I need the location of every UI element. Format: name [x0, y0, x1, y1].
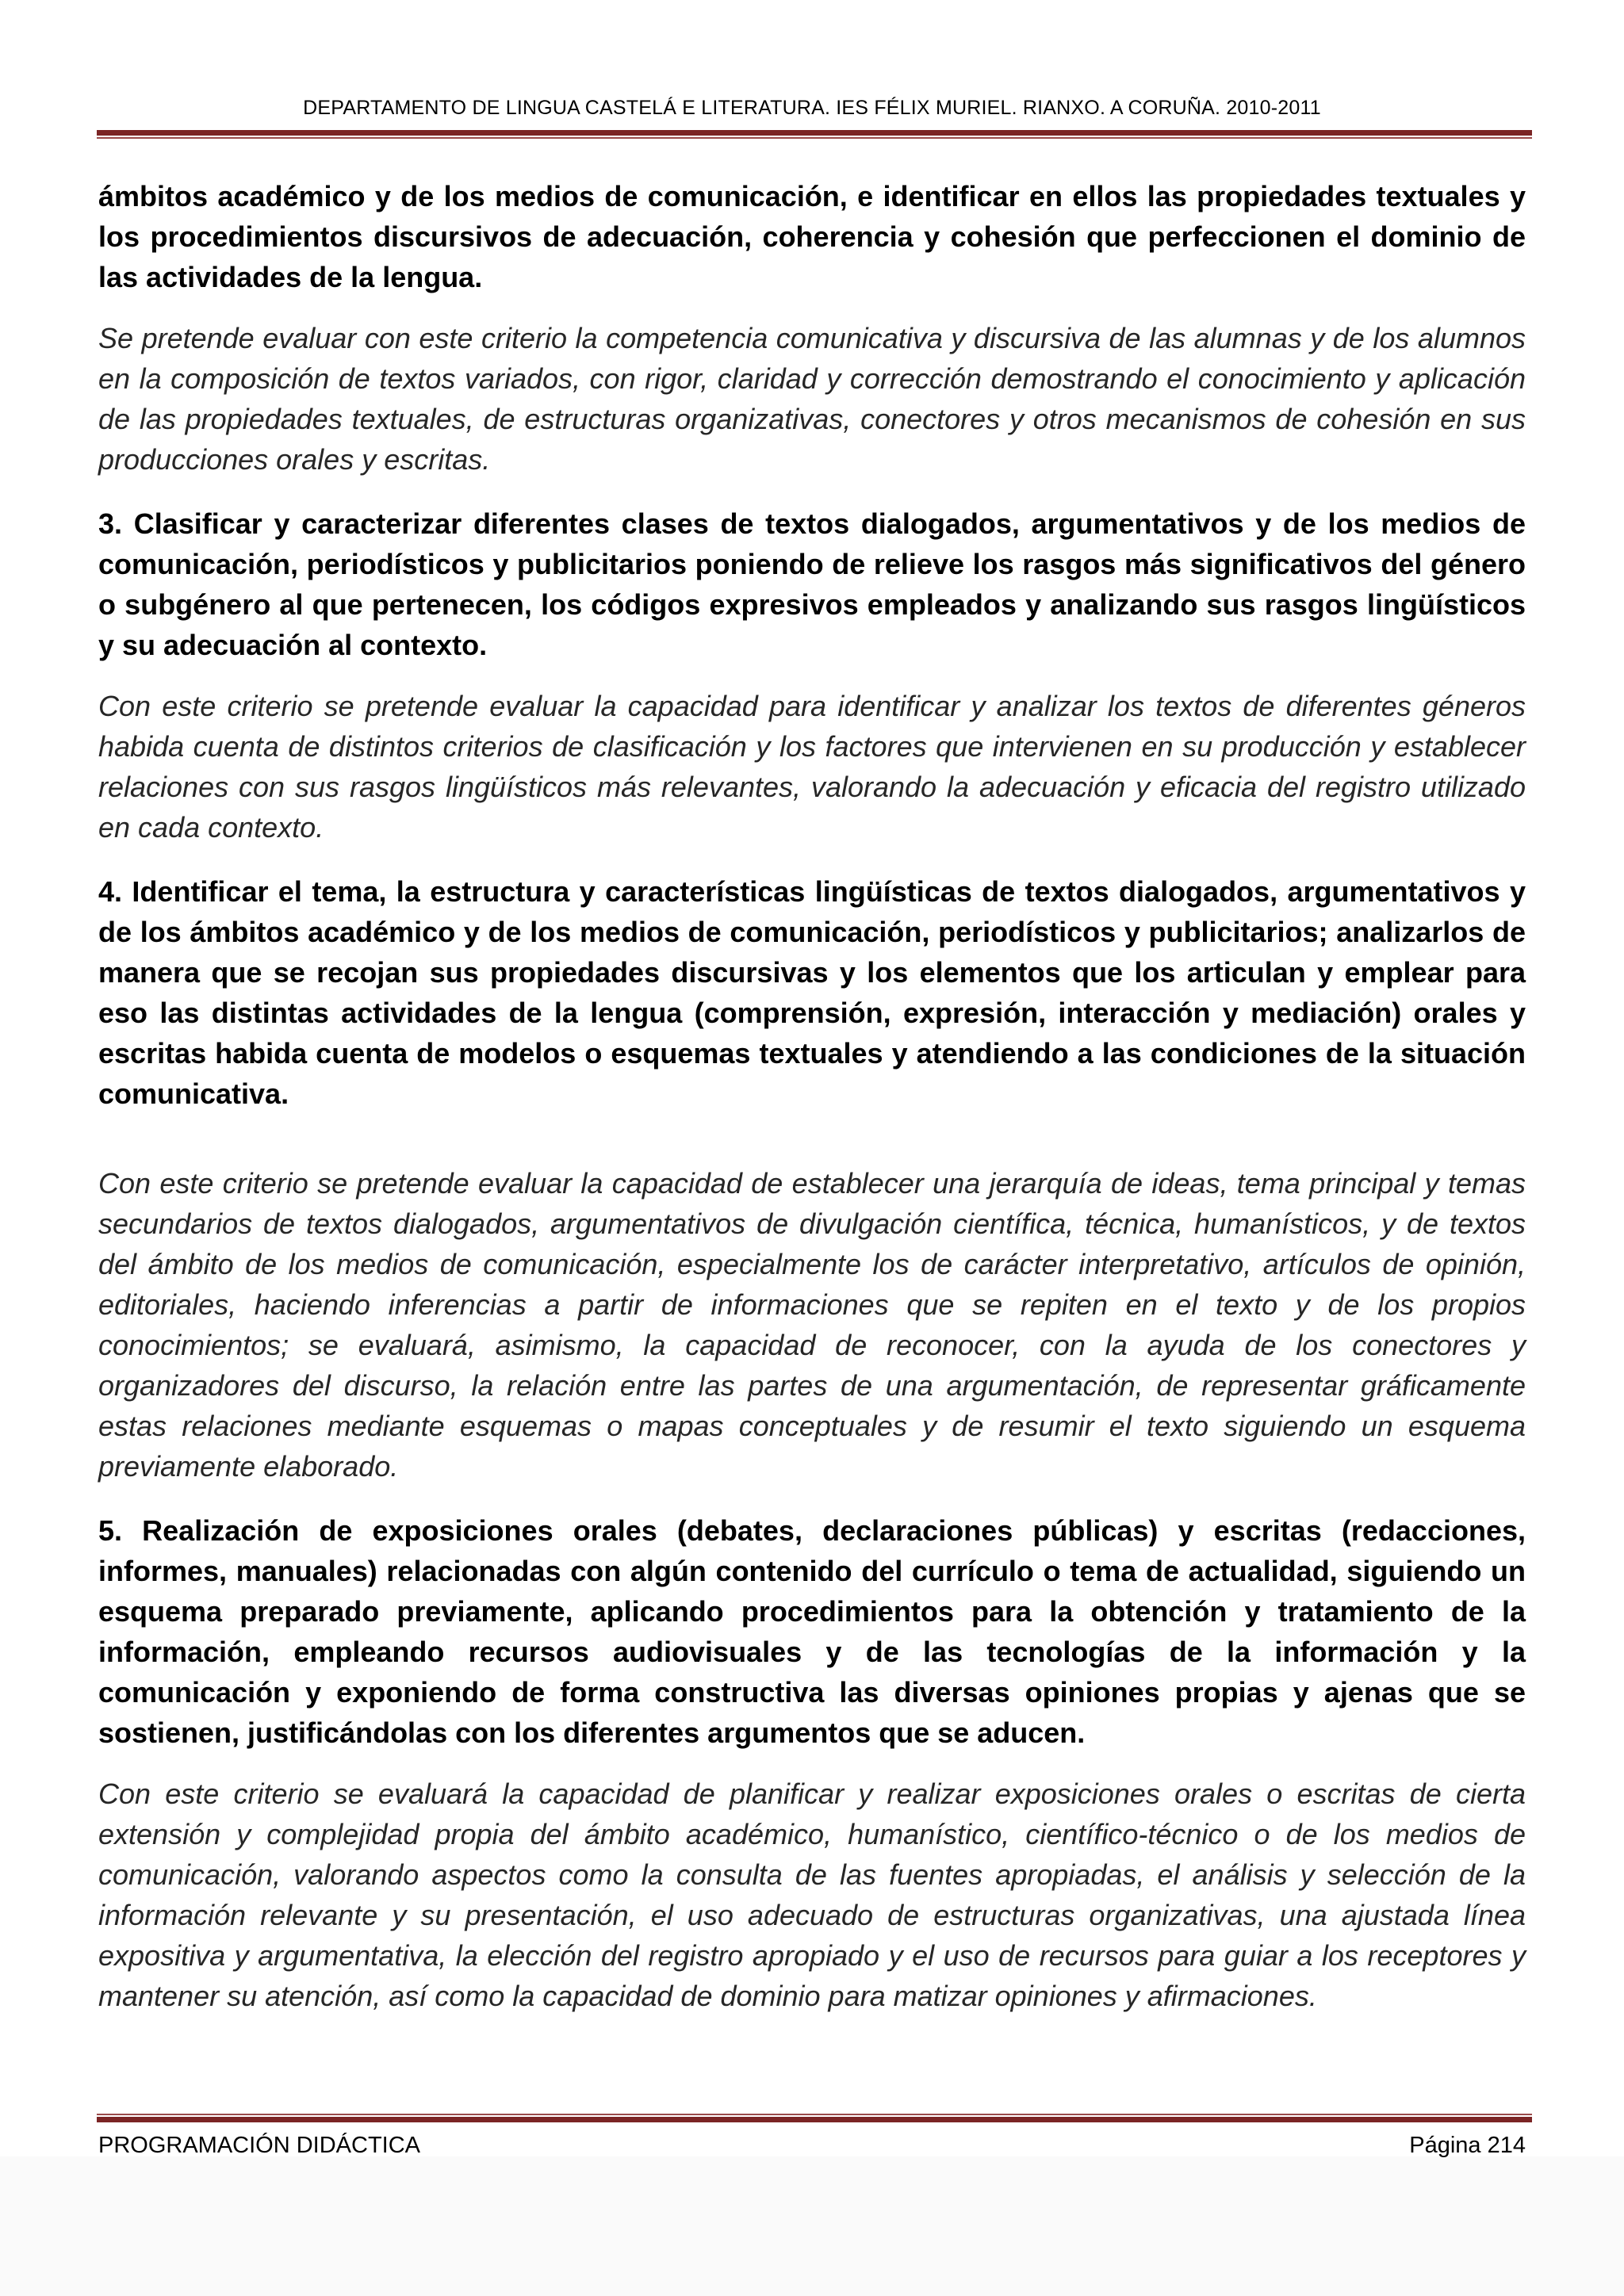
criterion-4-description: Con este criterio se pretende evaluar la capacidad de establecer una jerarquía de ideas, tema principal y temas secundarios de textos dialogados, argumentativos de divulgación científica, técnica, humanísticos, y de textos del ámbito de los medios de comunicación, especialmente los de carácter interpretativo, artículos de opinión, editoriales, haciendo inferencias a partir de informaciones que se repiten en el texto y de los propios conocimientos; se evaluará, asimismo, la capacidad de reconocer, con la ayuda de los conectores y organizadores del discurso, la relación entre las partes de una argumentación, de representar gráficamente estas relaciones mediante esquemas o mapas conceptuales y de resumir el texto siguiendo un esquema previamente elaborado.	[98, 1167, 1526, 1483]
criterion-5: 5. Realización de exposiciones orales (debates, declaraciones públicas) y escritas (redacciones, informes, manuales) relacionadas con algún contenido del currículo o tema de actualidad, siguiendo un esquema preparado previamente, aplicando procedimientos para la obtención y tratamiento de la información, empleando recursos audiovisuales y de las tecnologías de la información y la comunicación y exponiendo de forma constructiva las diversas opiniones propias y ajenas que se sostienen, justificándolas con los diferentes argumentos que se aducen.	[98, 1514, 1526, 1749]
criterion-2-continuation: ámbitos académico y de los medios de comunicación, e identificar en ellos las propiedades textuales y los procedimientos discursivos de adecuación, coherencia y cohesión que perfeccionen el dominio de las actividades de la lengua.	[98, 180, 1526, 293]
criterion-5-description: Con este criterio se evaluará la capacidad de planificar y realizar exposiciones orales o escritas de cierta extensión y complejidad propia del ámbito académico, humanístico, científico-técnico o de los medios de comunicación, valorando aspectos como la consulta de las fuentes apropiadas, el análisis y selección de la información relevante y su presentación, el uso adecuado de estructuras organizativas, una ajustada línea expositiva y argumentativa, la elección del registro apropiado y el uso de recursos para guiar a los receptores y mantener su atención, así como la capacidad de dominio para matizar opiniones y afirmaciones.	[98, 1777, 1526, 2012]
page-header: DEPARTAMENTO DE LINGUA CASTELÁ E LITERATURA. IES FÉLIX MURIEL. RIANXO. A CORUÑA. 2010-2011	[303, 97, 1321, 119]
page-number: Página 214	[1409, 2133, 1526, 2158]
header-rule	[97, 130, 1532, 139]
footer-title: PROGRAMACIÓN DIDÁCTICA	[98, 2133, 421, 2158]
criterion-3-description: Con este criterio se pretende evaluar la capacidad para identificar y analizar los textos de diferentes géneros habida cuenta de distintos criterios de clasificación y los factores que intervienen en su producción y establecer relaciones con sus rasgos lingüísticos más relevantes, valorando la adecuación y eficacia del registro utilizado en cada contexto.	[98, 690, 1526, 844]
page-bottom-tint	[0, 2156, 1624, 2296]
footer-rule	[97, 2114, 1532, 2122]
document-body	[98, 176, 1526, 2016]
criterion-4: 4. Identificar el tema, la estructura y características lingüísticas de textos dialogados, argumentativos y de los ámbitos académico y de los medios de comunicación, periodísticos y publicitarios; analizarlos de manera que se recojan sus propiedades discursivas y los elementos que los articulan y emplear para eso las distintas actividades de la lengua (comprensión, expresión, interacción y mediación) orales y escritas habida cuenta de modelos o esquemas textuales y atendiendo a las condiciones de la situación comunicativa.	[98, 875, 1526, 1110]
criterion-2-description: Se pretende evaluar con este criterio la competencia comunicativa y discursiva de las alumnas y de los alumnos en la composición de textos variados, con rigor, claridad y corrección demostrando el conocimiento y aplicación de las propiedades textuales, de estructuras organizativas, conectores y otros mecanismos de cohesión en sus producciones orales y escritas.	[98, 322, 1526, 476]
criterion-3: 3. Clasificar y caracterizar diferentes clases de textos dialogados, argumentativos y de los medios de comunicación, periodísticos y publicitarios poniendo de relieve los rasgos más significativos del género o subgénero al que pertenecen, los códigos expresivos empleados y analizando sus rasgos lingüísticos y su adecuación al contexto.	[98, 507, 1526, 661]
